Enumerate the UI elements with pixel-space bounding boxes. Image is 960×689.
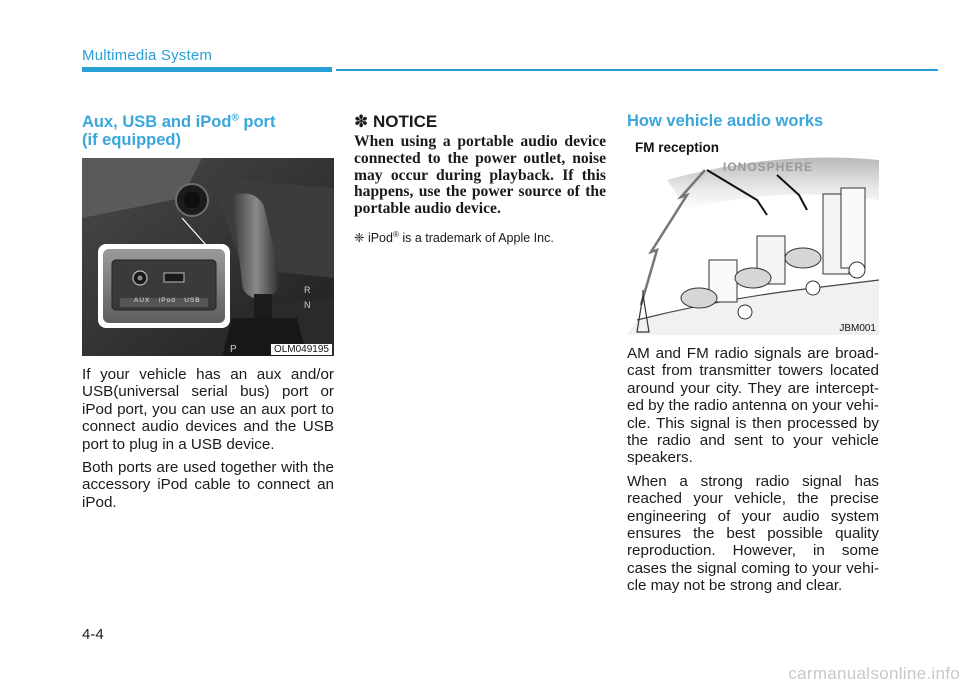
heading-equipped: (if equipped) (82, 131, 181, 149)
heading-text: Aux, USB and iPod (82, 113, 232, 131)
aux-usb-description (82, 366, 334, 517)
console-illustration (82, 158, 334, 356)
aux-usb-heading (82, 113, 342, 149)
audio-works-heading: How vehicle audio works (627, 112, 824, 130)
photo-code: OLM049195 (271, 344, 332, 355)
registered-mark: ® (392, 230, 399, 239)
paragraph: If your vehicle has an aux and/or USB(universal serial bus) port or iPod port, you can use an aux port to connect audio devices and the USB port to plug in a USB device. (82, 366, 334, 453)
ionosphere-label: IONOSPHERE (723, 160, 814, 174)
usb-label: USB (184, 297, 201, 304)
trademark-note (354, 230, 614, 245)
page-number: 4-4 (82, 626, 104, 643)
watermark: carmanualsonline.info (788, 664, 960, 683)
diagram-code: JBM001 (839, 323, 876, 334)
svg-text:N: N (304, 300, 311, 310)
fm-reception-diagram (627, 140, 879, 335)
paragraph: When a strong radio signal has reached your vehicle, the precise engineering of your audio system ensures the best possible quality reproduction. However, in some cases the signal coming to your vehi-cle may not be strong and clear. (627, 472, 879, 595)
header-bar-thin (336, 69, 938, 71)
paragraph: Both ports are used together with the accessory iPod cable to connect an iPod. (82, 459, 334, 511)
usb-port-photo (82, 158, 334, 356)
port-labels (134, 297, 201, 304)
aux-label: AUX (134, 297, 151, 304)
paragraph: AM and FM radio signals are broad-cast from transmitter towers located around your city. They are intercept-ed by the radio antenna on your vehi-cle. This signal is then processed by the radio and sent to your vehicle speakers. (627, 345, 879, 467)
trademark-prefix: ❈ iPod (354, 231, 393, 246)
heading-text-suffix: port (238, 113, 276, 131)
ipod-label: iPod (158, 297, 176, 304)
trademark-suffix: is a trademark of Apple Inc. (398, 231, 554, 246)
notice-text: When using a portable audio device connected to the power outlet, noise may occur during playback. If this happens, use the power source of the portable audio device. (354, 133, 606, 218)
diagram-title: FM reception (635, 140, 720, 155)
svg-text:P: P (230, 344, 237, 355)
notice-heading: ✽ NOTICE (354, 112, 438, 131)
svg-text:R: R (304, 285, 311, 295)
section-header-title: Multimedia System (82, 47, 213, 64)
header-bar-thick (82, 67, 332, 72)
audio-works-description (627, 345, 879, 601)
registered-mark: ® (231, 112, 239, 124)
